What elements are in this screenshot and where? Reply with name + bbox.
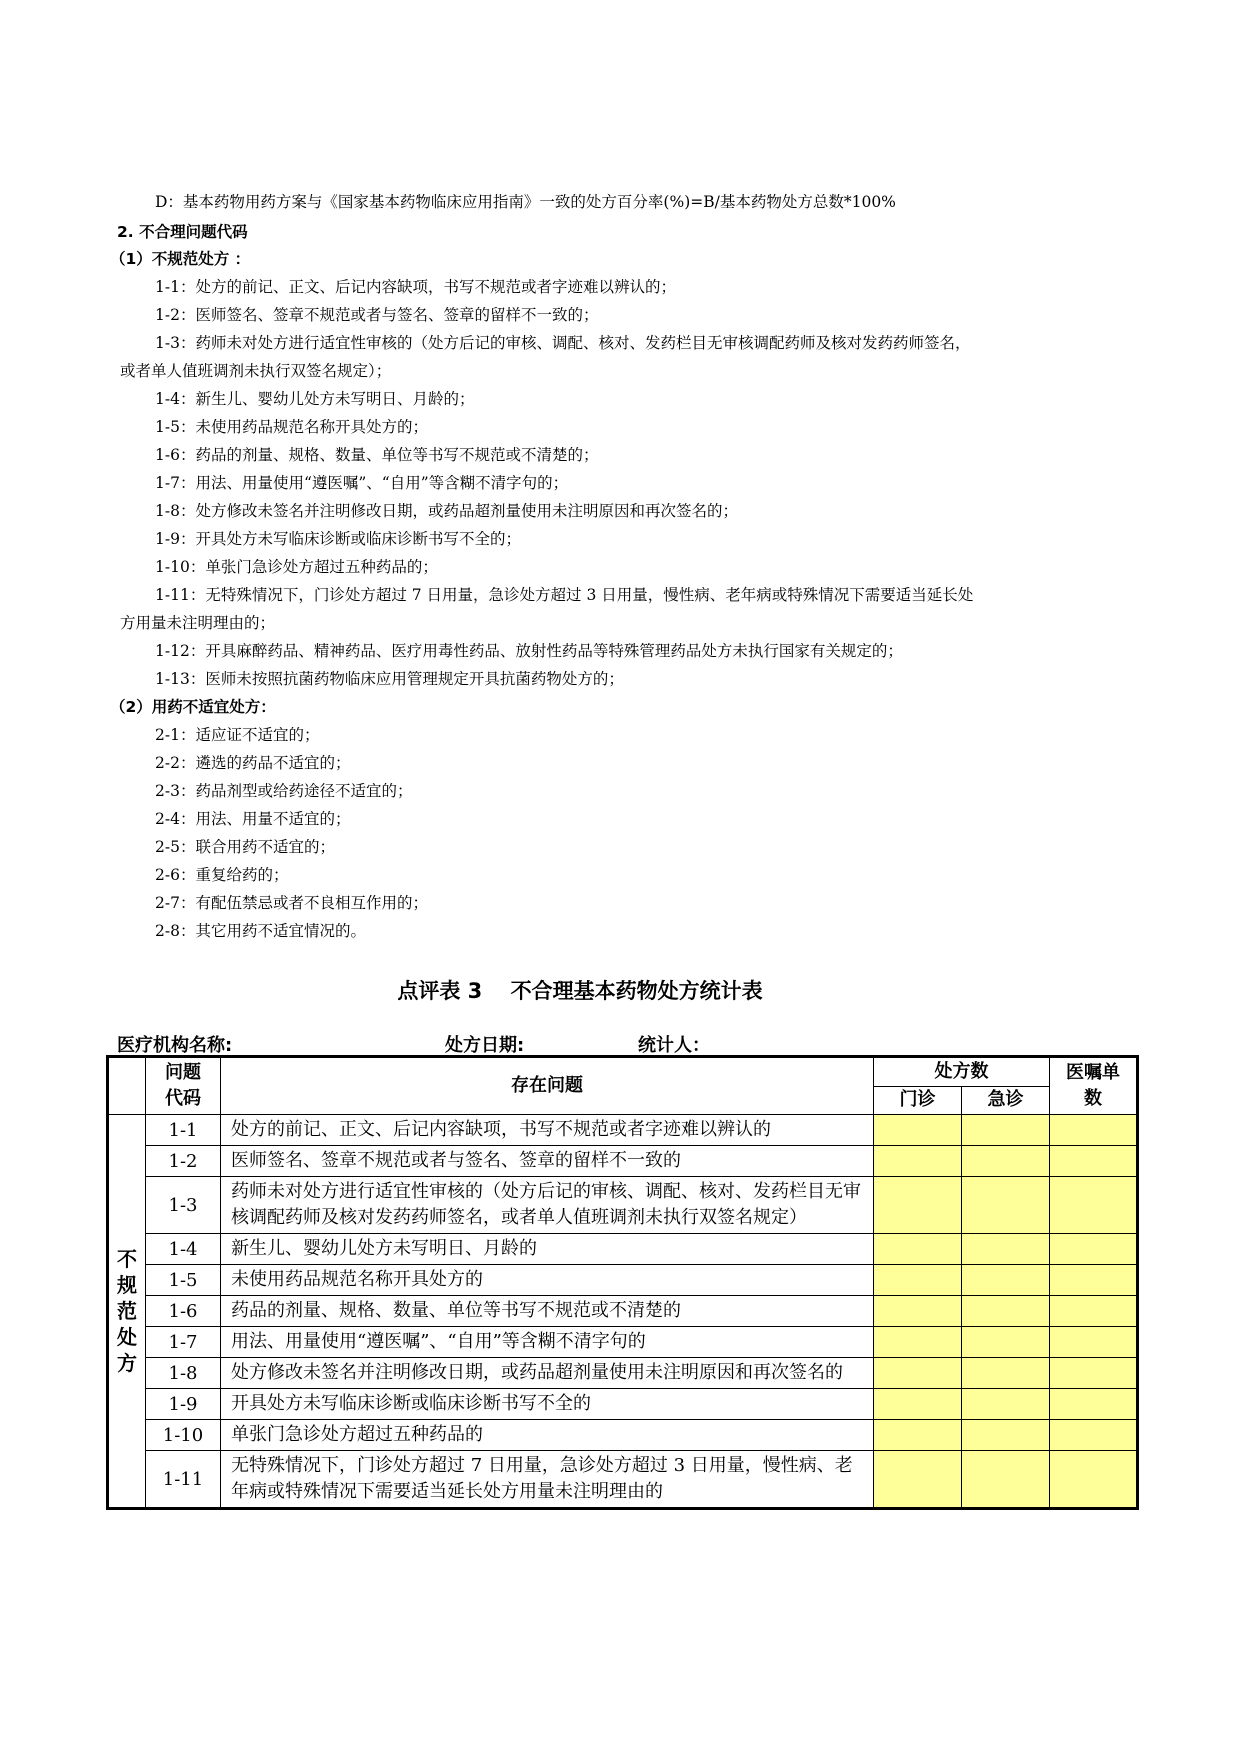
order-count-cell[interactable] <box>1050 1420 1138 1451</box>
outpatient-count-cell[interactable] <box>874 1115 962 1146</box>
code-item: 1-4：新生儿、婴幼儿处方未写明日、月龄的； <box>155 390 475 408</box>
code-item: 1-5：未使用药品规范名称开具处方的； <box>155 418 428 436</box>
code-item: 1-12：开具麻醉药品、精神药品、医疗用毒性药品、放射性药品等特殊管理药品处方未执行国家有关规定的； <box>155 642 903 660</box>
table-row <box>108 1451 1138 1509</box>
row-code: 1-3 <box>146 1177 221 1234</box>
order-count-cell[interactable] <box>1050 1451 1138 1509</box>
outpatient-count-cell[interactable] <box>874 1327 962 1358</box>
row-issue: 未使用药品规范名称开具处方的 <box>221 1265 874 1296</box>
code-item: 1-11：无特殊情况下，门诊处方超过 7 日用量，急诊处方超过 3 日用量，慢性病、老年病或特殊情况下需要适当延长处 <box>155 586 974 604</box>
emergency-count-cell[interactable] <box>962 1389 1050 1420</box>
row-code: 1-11 <box>146 1451 221 1509</box>
table-row <box>108 1358 1138 1389</box>
code-item: 1-7：用法、用量使用“遵医嘱”、“自用”等含糊不清字句的； <box>155 474 569 492</box>
outpatient-count-cell[interactable] <box>874 1177 962 1234</box>
code-item-continued: 或者单人值班调剂未执行双签名规定）； <box>120 362 392 380</box>
row-code: 1-8 <box>146 1358 221 1389</box>
order-count-cell[interactable] <box>1050 1177 1138 1234</box>
institution-label: 医疗机构名称: <box>117 1035 233 1056</box>
outpatient-count-cell[interactable] <box>874 1265 962 1296</box>
order-count-cell[interactable] <box>1050 1265 1138 1296</box>
row-issue: 开具处方未写临床诊断或临床诊断书写不全的 <box>221 1389 874 1420</box>
emergency-count-cell[interactable] <box>962 1177 1050 1234</box>
emergency-count-cell[interactable] <box>962 1115 1050 1146</box>
code-item: 2-8：其它用药不适宜情况的。 <box>155 922 366 940</box>
header-outpatient: 门诊 <box>874 1086 962 1114</box>
order-count-cell[interactable] <box>1050 1234 1138 1265</box>
table-row <box>108 1177 1138 1234</box>
row-issue: 医师签名、签章不规范或者与签名、签章的留样不一致的 <box>221 1146 874 1177</box>
date-label: 处方日期: <box>445 1035 525 1056</box>
code-item: 1-8：处方修改未签名并注明修改日期，或药品超剂量使用未注明原因和再次签名的； <box>155 502 738 520</box>
code-item: 2-2：遴选的药品不适宜的； <box>155 754 351 772</box>
emergency-count-cell[interactable] <box>962 1265 1050 1296</box>
order-count-cell[interactable] <box>1050 1146 1138 1177</box>
row-code: 1-1 <box>146 1115 221 1146</box>
row-issue: 无特殊情况下，门诊处方超过 7 日用量，急诊处方超过 3 日用量，慢性病、老年病或特殊情况下需要适当延长处方用量未注明理由的 <box>221 1451 874 1509</box>
subheading-inappropriate: （2）用药不适宜处方： <box>110 698 276 716</box>
row-code: 1-6 <box>146 1296 221 1327</box>
emergency-count-cell[interactable] <box>962 1296 1050 1327</box>
order-count-cell[interactable] <box>1050 1296 1138 1327</box>
outpatient-count-cell[interactable] <box>874 1420 962 1451</box>
row-issue: 药品的剂量、规格、数量、单位等书写不规范或不清楚的 <box>221 1296 874 1327</box>
table-row <box>108 1234 1138 1265</box>
code-item: 1-6：药品的剂量、规格、数量、单位等书写不规范或不清楚的； <box>155 446 599 464</box>
row-issue: 单张门急诊处方超过五种药品的 <box>221 1420 874 1451</box>
table-row <box>108 1389 1138 1420</box>
emergency-count-cell[interactable] <box>962 1420 1050 1451</box>
code-item-continued: 方用量未注明理由的； <box>120 614 276 632</box>
code-item: 1-13：医师未按照抗菌药物临床应用管理规定开具抗菌药物处方的； <box>155 670 624 688</box>
outpatient-count-cell[interactable] <box>874 1146 962 1177</box>
row-code: 1-10 <box>146 1420 221 1451</box>
header-emergency: 急诊 <box>962 1086 1050 1114</box>
row-code: 1-4 <box>146 1234 221 1265</box>
code-item: 1-10：单张门急诊处方超过五种药品的； <box>155 558 438 576</box>
row-code: 1-7 <box>146 1327 221 1358</box>
outpatient-count-cell[interactable] <box>874 1296 962 1327</box>
code-item: 1-3：药师未对处方进行适宜性审核的（处方后记的审核、调配、核对、发药栏目无审核调配药师及核对发药药师签名， <box>155 334 971 352</box>
table-row <box>108 1296 1138 1327</box>
row-issue: 药师未对处方进行适宜性审核的（处方后记的审核、调配、核对、发药栏目无审核调配药师及核对发药药师签名，或者单人值班调剂未执行双签名规定） <box>221 1177 874 1234</box>
code-item: 2-5：联合用药不适宜的； <box>155 838 335 856</box>
order-count-cell[interactable] <box>1050 1115 1138 1146</box>
emergency-count-cell[interactable] <box>962 1146 1050 1177</box>
code-item: 2-3：药品剂型或给药途径不适宜的； <box>155 782 413 800</box>
header-category-blank <box>108 1057 146 1115</box>
table-title: 点评表 3 不合理基本药物处方统计表 <box>397 979 763 1003</box>
row-code: 1-5 <box>146 1265 221 1296</box>
subheading-nonstandard: （1）不规范处方 ： <box>110 250 251 268</box>
row-code: 1-2 <box>146 1146 221 1177</box>
header-code: 问题代码 <box>146 1057 221 1115</box>
table-row <box>108 1265 1138 1296</box>
code-item: 1-2：医师签名、签章不规范或者与签名、签章的留样不一致的； <box>155 306 599 324</box>
header-issue: 存在问题 <box>221 1057 874 1115</box>
outpatient-count-cell[interactable] <box>874 1234 962 1265</box>
row-issue: 用法、用量使用“遵医嘱”、“自用”等含糊不清字句的 <box>221 1327 874 1358</box>
section-heading-codes: 2. 不合理问题代码 <box>117 223 248 241</box>
order-count-cell[interactable] <box>1050 1358 1138 1389</box>
row-issue: 处方修改未签名并注明修改日期，或药品超剂量使用未注明原因和再次签名的 <box>221 1358 874 1389</box>
row-issue: 新生儿、婴幼儿处方未写明日、月龄的 <box>221 1234 874 1265</box>
emergency-count-cell[interactable] <box>962 1358 1050 1389</box>
emergency-count-cell[interactable] <box>962 1451 1050 1509</box>
table-row <box>108 1146 1138 1177</box>
order-count-cell[interactable] <box>1050 1389 1138 1420</box>
code-item: 2-7：有配伍禁忌或者不良相互作用的； <box>155 894 428 912</box>
header-prescription-count: 处方数 <box>874 1057 1050 1087</box>
row-issue: 处方的前记、正文、后记内容缺项，书写不规范或者字迹难以辨认的 <box>221 1115 874 1146</box>
code-item: 2-6：重复给药的； <box>155 866 289 884</box>
outpatient-count-cell[interactable] <box>874 1358 962 1389</box>
code-item: 1-1：处方的前记、正文、后记内容缺项，书写不规范或者字迹难以辨认的； <box>155 278 676 296</box>
stats-person-label: 统计人： <box>638 1035 710 1056</box>
category-nonstandard: 不 规 范 处 方 <box>108 1115 146 1509</box>
table-row <box>108 1420 1138 1451</box>
emergency-count-cell[interactable] <box>962 1327 1050 1358</box>
header-order-count: 医嘱单数 <box>1050 1057 1138 1115</box>
outpatient-count-cell[interactable] <box>874 1451 962 1509</box>
emergency-count-cell[interactable] <box>962 1234 1050 1265</box>
row-code: 1-9 <box>146 1389 221 1420</box>
code-item: 2-4：用法、用量不适宜的； <box>155 810 351 828</box>
code-item: 2-1：适应证不适宜的； <box>155 726 320 744</box>
table-row <box>108 1327 1138 1358</box>
order-count-cell[interactable] <box>1050 1327 1138 1358</box>
code-item: 1-9：开具处方未写临床诊断或临床诊断书写不全的； <box>155 530 521 548</box>
formula-d-line: D：基本药物用药方案与《国家基本药物临床应用指南》一致的处方百分率(%)=B/基本药物处方总数*100% <box>155 193 896 211</box>
irrational-prescription-table <box>106 1055 1139 1510</box>
table-row <box>108 1115 1138 1146</box>
outpatient-count-cell[interactable] <box>874 1389 962 1420</box>
